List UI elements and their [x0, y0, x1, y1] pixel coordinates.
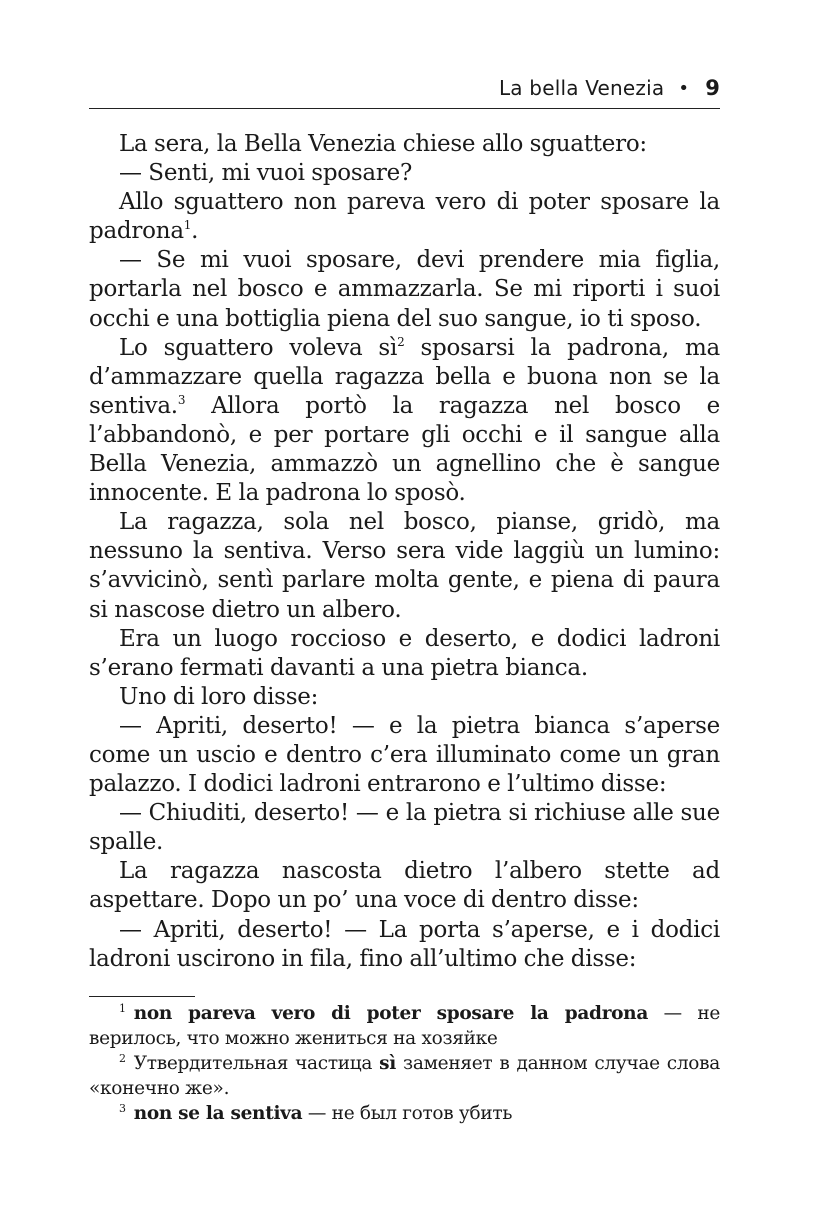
footnote-rule	[89, 996, 195, 997]
header-rule	[89, 108, 720, 109]
paragraph: — Chiuditi, deserto! — e la pietra si richiuse alle sue spalle.	[89, 800, 720, 856]
footnote-text: Утвердительная частица	[133, 1053, 380, 1074]
footnote-term: non se la sentiva	[133, 1103, 303, 1124]
footnote-2	[89, 1051, 720, 1101]
paragraph: — Senti, mi vuoi sposare?	[119, 160, 413, 187]
paragraph: La ragazza, sola nel bosco, pianse, gridò, ma nessuno la sentiva. Verso sera vide laggiù un lumino: s’avvicinò, sentì parlare molta gente, e piena di paura si nascose dietro un albero.	[89, 509, 720, 623]
paragraph-text: Allo sguattero non pareva vero di poter sposare la padrona	[89, 189, 720, 245]
bullet-separator: •	[678, 77, 690, 99]
story-text	[89, 130, 720, 974]
paragraph: Era un luogo roccioso e deserto, e dodici ladroni s’erano fermati davanti a una pietra bianca.	[89, 625, 720, 681]
paragraph-text: Allora portò la ragazza nel bosco e l’abbandonò, e per portare gli occhi e il sangue alla Bella Venezia, ammazzò un agnellino che è sangue innocente. E la padrona lo sposò.	[89, 392, 720, 507]
footnote-ref[interactable]: 2	[397, 334, 405, 349]
paragraph: — Apriti, deserto! — La porta s’aperse, e i dodici ladroni uscirono in fila, fino all’ultimo che disse:	[89, 916, 720, 972]
page-number: 9	[705, 76, 720, 100]
footnote-1	[89, 1001, 720, 1051]
footnote-3	[89, 1101, 720, 1126]
footnote-mark: 2	[119, 1052, 126, 1065]
paragraph: La sera, la Bella Venezia chiese allo sguattero:	[119, 131, 647, 157]
paragraph-text: .	[191, 218, 199, 245]
paragraph	[89, 334, 720, 509]
footnote-text: — не был готов убить	[302, 1103, 513, 1124]
paragraph: — Apriti, deserto! — e la pietra bianca s’aperse come un uscio e dentro c’era illuminato come un gran palazzo. I dodici ladroni entrarono e l’ultimo disse:	[89, 712, 720, 798]
footnote-text: — не верилось, что можно жениться на хозяйке	[89, 1003, 720, 1049]
footnote-mark: 3	[119, 1102, 126, 1115]
footnote-ref[interactable]: 3	[177, 392, 186, 407]
paragraph-text: sposarsi la padrona, ma d’ammazzare quella ragazza bella e buona non se la sentiva.	[89, 334, 720, 419]
paragraph-text: Lo sguattero voleva sì	[119, 334, 398, 361]
running-title: La bella Venezia	[498, 76, 665, 100]
footnote-ref[interactable]: 1	[183, 218, 192, 233]
running-header	[89, 70, 720, 106]
paragraph: La ragazza nascosta dietro l’albero stette ad aspettare. Dopo un po’ una voce di dentro disse:	[89, 858, 720, 914]
paragraph: — Se mi vuoi sposare, devi prendere mia figlia, portarla nel bosco e ammazzarla. Se mi riporti i suoi occhi e una bottiglia piena del suo sangue, io ti sposo.	[89, 247, 720, 332]
paragraph: Uno di loro disse:	[119, 683, 319, 710]
footnotes	[89, 1001, 720, 1126]
footnote-term: sì	[379, 1053, 397, 1074]
footnote-term: non pareva vero di poter sposare la padrona	[133, 1003, 649, 1024]
footnote-text: заменяет в данном случае слова «конечно же».	[89, 1053, 720, 1099]
footnote-mark: 1	[119, 1002, 126, 1015]
paragraph	[89, 188, 720, 246]
